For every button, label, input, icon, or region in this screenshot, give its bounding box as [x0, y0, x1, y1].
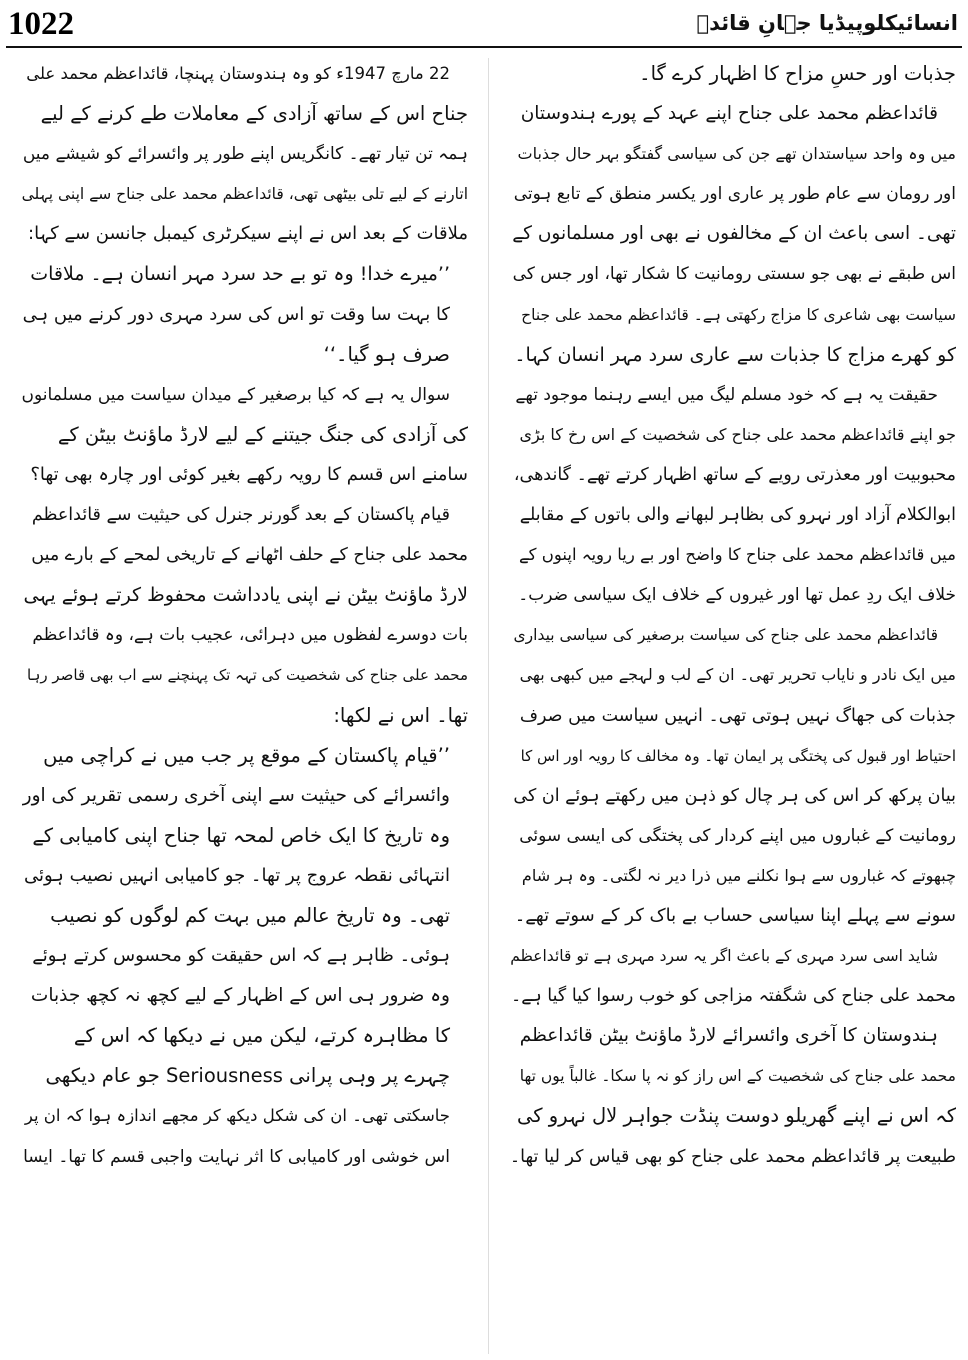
- text-line: چہرے پر وہی پرانی Seriousness جو عام دیکھی: [45, 1064, 450, 1088]
- text-line: ملاقات کے بعد اس نے اپنے سیکرٹری کیمبل جانسن سے کہا:: [28, 223, 468, 245]
- text-line: بیان پرکھ کر اس کی ہر چال کو ذہن میں رکھتے ہوئے ان کی: [513, 785, 956, 806]
- text-line: ’’میرے خدا! وہ تو بے حد سرد مہر انسان ہے۔ ملاقات: [30, 263, 450, 286]
- text-line: حقیقت یہ ہے کہ خود مسلم لیگ میں ایسے رہنما موجود تھے: [515, 384, 938, 405]
- text-line: کی آزادی کی جنگ جیتنے کے لیے لارڈ ماؤنٹ بیٹن کے: [57, 422, 468, 446]
- text-line: میں وہ واحد سیاستدان تھے جن کی سیاسی گفتگو بہر حال جذبات: [517, 144, 956, 164]
- text-line: ہمہ تن تیار تھے۔ کانگریس اپنے طور پر وائسرائے کو شیشے میں: [22, 144, 468, 165]
- text-line: جو اپنے قائداعظم محمد علی جناح کی شخصیت کے اس رخ کا بڑی: [519, 424, 956, 444]
- text-line: قائداعظم محمد علی جناح کی سیاست برصغیر کی سیاسی بیداری: [513, 626, 938, 645]
- text-line: طبیعت پر قائداعظم محمد علی جناح کو بھی قیاس کر لیا تھا۔: [510, 1146, 956, 1167]
- text-line: کو کھرے مزاج کا جذبات سے عاری سرد مہر انسان کہا۔: [514, 343, 956, 366]
- text-line: اس طبقے نے بھی جو سستی رومانیت کا شکار تھا، اور جس کی: [512, 264, 956, 285]
- page-header: [0, 0, 968, 48]
- text-line: سیاست بھی شاعری کا مزاج رکھتی ہے۔ قائداعظم محمد علی جناح: [521, 305, 956, 324]
- text-line: شاید اسی سرد مہری کے باعث اگر یہ سرد مہری ہے تو قائداعظم: [510, 947, 938, 966]
- text-line: سامنے اس قسم کا رویہ رکھے بغیر کوئی اور چارہ بھی تھا؟: [30, 463, 468, 485]
- page-number: 1022: [8, 6, 74, 42]
- left-text-column: [22, 54, 468, 1354]
- text-line: ’’قیام پاکستان کے موقع پر جب میں نے کراچی میں: [43, 743, 450, 767]
- text-line: وہ تاریخ کا ایک خاص لمحہ تھا جناح اپنی کامیابی کے: [32, 823, 450, 847]
- text-line: محمد علی جناح کے حلف اٹھانے کے تاریخی لمحے کے بارے میں: [31, 545, 468, 566]
- text-line: ہندوستان کا آخری وائسرائے لارڈ ماؤنٹ بیٹن قائداعظم: [519, 1025, 938, 1047]
- text-line: تھی۔ اسی باعث ان کے مخالفوں نے بھی اور مسلمانوں کے: [512, 223, 956, 245]
- text-line: محمد علی جناح کی شگفتہ مزاجی کو خوب رسوا کیا گیا ہے۔: [510, 986, 956, 1007]
- text-line: 22 مارچ 1947ء کو وہ ہندوستان پہنچا، قائداعظم محمد علی: [26, 64, 450, 83]
- text-line: جاسکتی تھی۔ ان کی شکل دیکھ کر مجھے اندازہ ہوا کہ ان پر: [24, 1106, 450, 1126]
- text-line: خلاف ایک ردِ عمل تھا اور غیروں کے خلاف ایک سیاسی ضرب۔: [518, 585, 956, 606]
- column-divider: [488, 58, 489, 1354]
- text-line: صرف ہو گیا۔‘‘: [323, 342, 450, 366]
- text-line: ہوئی۔ ظاہر ہے کہ اس حقیقت کو محسوس کرتے ہوئے: [32, 945, 450, 967]
- text-line: اتارنے کے لیے تلی بیٹھی تھی، قائداعظم محمد علی جناح سے اپنی پہلی: [22, 185, 468, 204]
- text-line: محبوبیت اور معذرتی رویے کے ساتھ اظہار کرتے تھے۔ گاندھی،: [513, 464, 956, 485]
- text-line: احتیاط اور قبول کی پختگی پر ایمان تھا۔ وہ مخالف کا رویہ اور اس کا: [520, 746, 956, 765]
- text-line: میں قائداعظم محمد علی جناح کا واضح اور بے ریا رویہ اپنوں کے: [518, 545, 956, 565]
- text-line: لارڈ ماؤنٹ بیٹن نے اپنی یادداشت محفوظ کرتے ہوئے یہی: [23, 584, 468, 607]
- text-line: بات دوسرے لفظوں میں دہرائی، عجیب بات ہے، وہ قائداعظم: [32, 625, 468, 646]
- header-rule: [6, 46, 962, 48]
- text-line: تھی۔ وہ تاریخ عالم میں بہت کم لوگوں کو نصیب: [50, 903, 450, 927]
- text-line: جناح اس کے ساتھ آزادی کے معاملات طے کرنے کے لیے: [40, 102, 468, 126]
- text-line: جذبات اور حسِ مزاح کا اظہار کرے گا۔: [639, 62, 956, 85]
- text-line: تھا۔ اس نے لکھا:: [333, 703, 468, 727]
- text-line: چبھوتے کہ غباروں سے ہوا نکلنے میں ذرا دیر نہ لگتی۔ وہ ہر شام: [521, 865, 956, 885]
- text-line: وہ ضرور ہی اس کے اظہار کے لیے کچھ نہ کچھ جذبات: [30, 985, 450, 1007]
- text-line: انتہائی نقطہ عروج پر تھا۔ جو کامیابی انہیں نصیب ہوئی: [24, 864, 450, 886]
- text-line: محمد علی جناح کی شخصیت کے اس راز کو نہ پا سکا۔ غالباً یوں تھا: [519, 1067, 956, 1086]
- text-line: میں ایک نادر و نایاب تحریر تھی۔ ان کے لب و لہجے میں کبھی بھی: [519, 665, 956, 685]
- text-line: جذبات کی جھاگ نہیں ہوتی تھی۔ انہیں سیاست میں صرف: [519, 705, 956, 726]
- text-line: قائداعظم محمد علی جناح اپنے عہد کے پورے ہندوستان: [520, 103, 938, 125]
- text-line: قیام پاکستان کے بعد گورنر جنرل کی حیثیت سے قائداعظم: [31, 505, 450, 526]
- text-line: رومانیت کے غباروں میں اپنے کردار کی پختگی کی ایسی سوئی: [519, 825, 956, 846]
- text-line: سوال یہ ہے کہ کیا برصغیر کے میدان سیاست میں مسلمانوں: [22, 384, 450, 405]
- text-line: ابوالکلام آزاد اور نہرو کی بظاہر لبھانے والی باتوں کے مقابلے: [519, 505, 956, 526]
- running-title: انسائیکلوپیڈیا جہانِ قائدؒ: [696, 11, 958, 35]
- text-line: محمد علی جناح کی شخصیت کی تہہ تک پہنچنے سے اب بھی قاصر رہا: [27, 666, 468, 685]
- text-line: کہ اس نے اپنے گھریلو دوست پنڈت جواہر لال نہرو کی: [517, 1104, 956, 1128]
- text-line: کا بہت سا وقت تو اس کی سرد مہری دور کرنے میں ہی: [22, 303, 450, 325]
- text-line: اس خوشی اور کامیابی کا اثر نہایت واجبی قسم کا تھا۔ ایسا: [23, 1146, 450, 1167]
- text-line: اور رومان سے عام طور پر عاری اور یکسر منطق کے تابع ہوتی: [513, 184, 956, 205]
- right-text-column: [510, 54, 956, 1354]
- text-line: سونے سے پہلے اپنا سیاسی حساب بے باک کر کے سوتے تھے۔: [514, 904, 956, 926]
- text-line: کا مظاہرہ کرتے، لیکن میں نے دیکھا کہ اس کے: [73, 1024, 450, 1048]
- text-line: وائسرائے کی حیثیت سے اپنی آخری رسمی تقریر کی اور: [22, 784, 450, 806]
